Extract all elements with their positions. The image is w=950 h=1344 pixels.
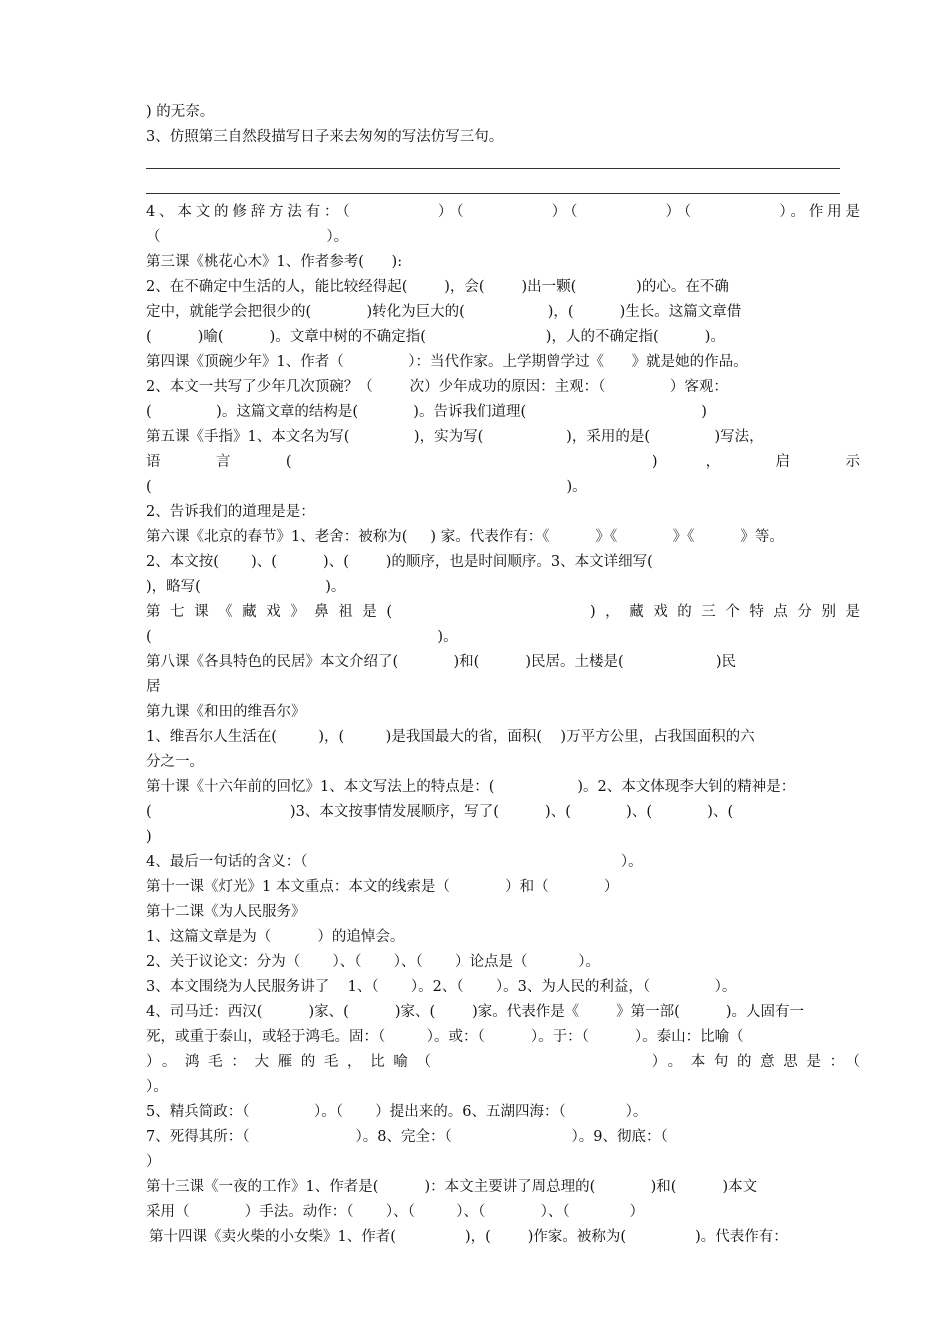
text-line: ( )。这篇文章的结构是( )。告诉我们道理( ) [146,404,707,420]
text-line: 4、司马迁：西汉( )家、( )家、( )家。代表作是《 》第一部( )。人固有一 [146,1004,804,1020]
text-line: ） [146,1154,161,1170]
text-line: 4、本文的修辞方法有：（ ）（ ）（ ）（ ）。作用是 [146,204,860,220]
text-line: 2、告诉我们的道理是是： [146,504,315,520]
text-line: 第七课《藏戏》鼻祖是( )，藏戏的三个特点分别是 [146,604,860,620]
text-line: 分之一。 [146,754,204,770]
text-line: 7、死得其所：（ ）。8、完全：（ ）。9、彻底：（ [146,1129,668,1145]
text-line: 第十二课《为人民服务》 [146,904,306,920]
text-line: 第十课《十六年前的回忆》1、本文写法上的特点是：( )。2、本文体现李大钊的精神是： [146,779,796,795]
answer-rule [146,193,840,194]
text-line: 2、在不确定中生活的人，能比较经得起( )，会( )出一颗( )的心。在不确 [146,279,729,295]
text-line: 居 [146,679,161,695]
text-line: 采用（ ）手法。动作：（ ）、（ ）、（ ）、（ ） [146,1204,645,1220]
text-line: 1、维吾尔人生活在( )，( )是我国最大的省，面积( )万平方公里，占我国面积的六 [146,729,755,745]
text-line: 死，或重于泰山，或轻于鸿毛。固：（ ）。或：（ ）。于：（ ）。泰山：比喻（ [146,1029,744,1045]
text-line: 定中，就能学会把很少的( )转化为巨大的( )，( )生长。这篇文章借 [146,304,742,320]
text-line: 第九课《和田的维吾尔》 [146,704,306,720]
text-line: ）。鸿毛：大雁的毛，比喻（ ）。本句的意思是：（ [146,1054,860,1070]
text-line: )，略写( )。 [146,579,346,595]
text-line: 第十四课《卖火柴的小女柴》1、作者( )，( )作家。被称为( )。代表作有： [149,1229,788,1245]
text-line: ( )。 [146,479,587,495]
text-line: 第十三课《一夜的工作》1、作者是( )：本文主要讲了周总理的( )和( )本文 [146,1179,758,1195]
text-line: 2、本文按( )、( )、( )的顺序，也是时间顺序。3、本文详细写( [146,554,653,570]
text-line: ) 的无奈。 [146,104,215,120]
answer-rule [146,168,840,169]
text-line: 第六课《北京的春节》1、老舍：被称为( ) 家。代表作有：《 》《 》《 》等。 [146,529,784,545]
text-line: 3、仿照第三自然段描写日子来去匆匆的写法仿写三句。 [146,129,504,145]
text-line: 语 言 ( ) ， 启 示 [146,454,860,470]
text-line: 第八课《各具特色的民居》本文介绍了( )和( )民居。土楼是( )民 [146,654,737,670]
text-line: ）。 [146,1079,168,1095]
text-line: ( )喻( )。文章中树的不确定指( )，人的不确定指( )。 [146,329,725,345]
text-line: （ ）。 [146,229,349,245]
text-line: 第十一课《灯光》1 本文重点：本文的线索是（ ）和（ ） [146,879,619,895]
text-line: 第三课《桃花心木》1、作者参考( ): [146,254,403,270]
text-line: 3、本文围绕为人民服务讲了 1、（ ）。2、（ ）。3、为人民的利益，（ ）。 [146,979,737,995]
text-line: ) [146,829,152,845]
text-line: 第五课《手指》1、本文名为写( )，实为写( )，采用的是( )写法， [146,429,764,445]
text-line: 4、最后一句话的含义：（ ）。 [146,854,643,870]
text-line: ( )3、本文按事情发展顺序，写了( )、( )、( )、( [146,804,734,820]
text-line: 5、精兵简政：（ ）。（ ）提出来的。6、五湖四海：（ ）。 [146,1104,648,1120]
text-line: 1、这篇文章是为（ ）的追悼会。 [146,929,405,945]
text-line: 2、关于议论文：分为（ ）、（ ）、（ ）论点是（ ）。 [146,954,600,970]
text-line: ( )。 [146,629,458,645]
text-line: 2、本文一共写了少年几次顶碗？（ 次）少年成功的原因：主观：（ ）客观： [146,379,728,395]
text-line: 第四课《顶碗少年》1、作者（ ）：当代作家。上学期曾学过《 》就是她的作品。 [146,354,748,370]
